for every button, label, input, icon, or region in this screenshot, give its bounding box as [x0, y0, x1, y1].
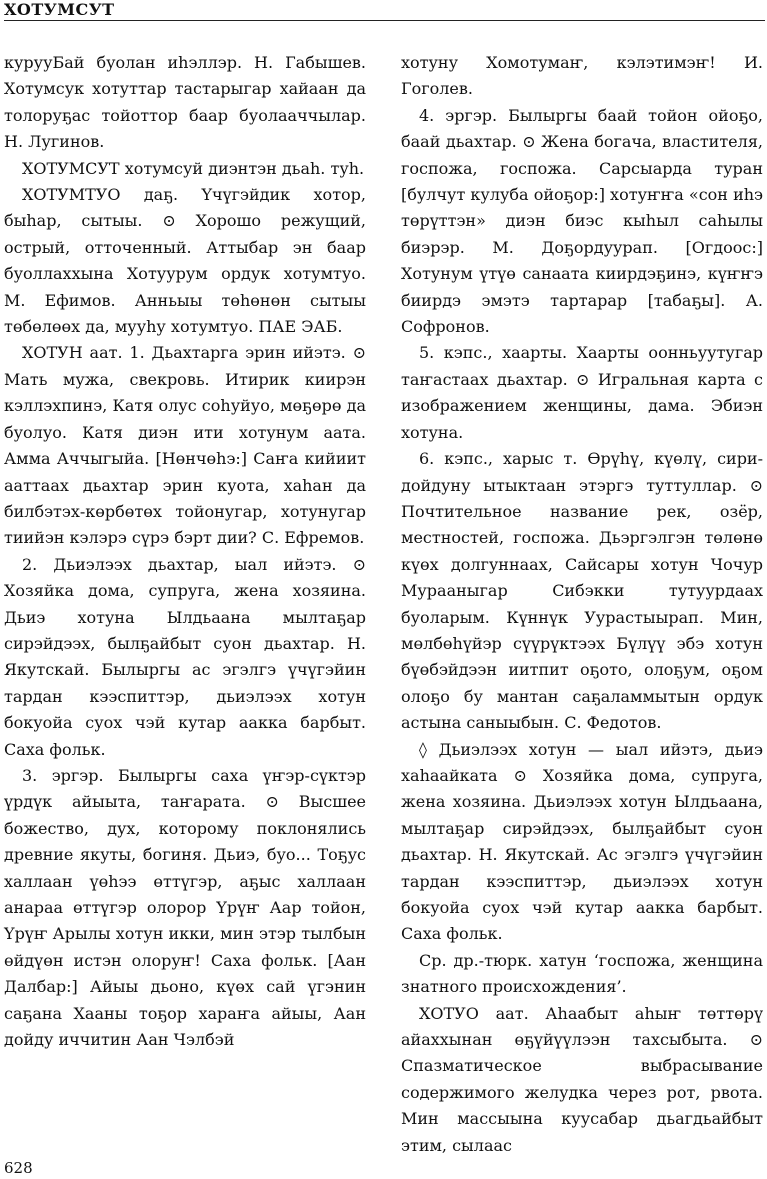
page-number: 628 [4, 1159, 33, 1177]
left-column [4, 50, 366, 1053]
sense-2: 2. Дьиэлээх дьахтар, ыал ийэтэ. ⊙ Хозяйка дома, супруга, жена хозяина. Дьиэ хотуна Ылдьаана мылтаҕар сирэйдээх, былҕайбыт суон дьахтар. Н. Якутскай. Былыргы ас эгэлгэ үчүгэйин тардан кээспиттэр, дьиэлээх хотун бокуойа суох чэй кутар аакка барбыт. Саха фольк. [4, 554, 366, 759]
paragraph: хотуну Хомотумаҥ, кэлэтимэҥ! И. Гоголев. [401, 53, 763, 99]
paragraph: курууБай буолан иhэллэр. Н. Габышев. Хотумсук хотуттар тастарыгар хайаан да толоруҕас тойоттор баар буолааччылар. Н. Лугинов. [4, 53, 366, 152]
idiom-block: ◊ Дьиэлээх хотун — ыал ийэтэ, дьиэ хаhаайката ⊙ Хозяйка дома, супруга, жена хозяина. Дьиэлээх хотун Ылдьаана, мылтаҕар сирэйдээх, былҕайбыт суон дьахтар. Н. Якутскай. Ас эгэлгэ үчүгэйин тардан кээспиттэр, дьиэлээх хотун бокуойа суох чэй кутар аакка барбыт. Саха фольк. [401, 739, 763, 944]
entry-khotumsut: ХОТУМСУТ хотумсуй диэнтэн дьаh. туh. [22, 158, 365, 178]
etymology-note: Ср. др.-тюрк. хатун ‘госпожа, женщина знатного происхождения’. [401, 950, 763, 997]
right-column [401, 50, 763, 1159]
sense-3: 3. эргэр. Былыргы саха үҥэр-сүктэр үрдүк айыыта, таҥарата. ⊙ Высшее божество, дух, которому поклонялись древние якуты, богиня. Дьиэ, буо... Тоҕус халлаан үөhээ өттүгэр, аҕыс халлаан анараа өттүгэр олорор Үрүҥ Аар тойон, Үрүҥ Арылы хотун икки, мин этэр тылбын өйдүөн истэн олоруҥ! Саха фольк. [Аан Далбар:] Айыы дьоно, күөх сай үгэнин саҕана Хааны тоҕор хараҥа айыы, Аан дойду иччитин Аан Чэлбэй [4, 765, 366, 1050]
sense-4: 4. эргэр. Былыргы баай тойон ойоҕо, баай дьахтар. ⊙ Жена богача, властителя, госпожа, госпожа. Сарсыарда туран [булчут кулуба ойоҕор:] хотуҥҥа «сон иhэ төрүттэн» диэн биэс кыhыл саhылы биэрэр. М. Доҕордуурап. [Огдоос:] Хотунум үтүө санаата киирдэҕинэ, күҥҥэ биирдэ эмэтэ тартарар [табаҕы]. А. Софронов. [401, 105, 763, 337]
sense-5: 5. кэпс., хаарты. Хаарты оонньуутугар таҥастаах дьахтар. ⊙ Игральная карта с изображением женщины, дама. Эбиэн хотуна. [401, 343, 763, 442]
sense-6: 6. кэпс., харыс т. Өрүһү, күөлү, сири-дойдуну ытыктаан этэргэ туттуллар. ⊙ Почтительное название рек, озёр, местностей, госпожа. Дьэргэлгэн төлөнө күөх долгуннаах, Сайсары хотун Чочур Мурааныгар Сибэкки тутуурдаах буоларым. Күннүк Уурастыырап. Мин, мөлбөhүйэр сүүрүктээх Бүлүү эбэ хотун бүөбэйдээн иитпит оҕото, олоҕум, оҕом олоҕо бу мантан саҕаламмытын ордук астына саныыбын. С. Федотов. [401, 449, 763, 733]
running-head [4, 0, 765, 21]
entry-khotun: ХОТУН аат. 1. Дьахтарга эрин ийэтэ. ⊙ Мать мужа, свекровь. Итирик киирэн кэллэхпинэ, Катя олус соhуйуо, мөҕөрө да буолуо. Катя диэн ити хотунум аата. Амма Аччыгыйа. [Нөнчөhэ:] Саҥа кийиит ааттаах дьахтар эрин куота, хаhан да билбэтэх-көрбөтөх тойонугар, хотунугар тиийэн кэлэрэ сүрэ бэрт дии? С. Ефремов. [4, 343, 366, 548]
running-head-text: ХОТУМСУТ [4, 0, 115, 19]
entry-khotuo: ХОТУО аат. Аhаабыт аhыҥ төттөрү айаххынан өҕүйүүлээн тахсыбыта. ⊙ Спазматическое выбрасывание содержимого желудка через рот, рвота. Мин массыына куусабар дьагдьайбыт этим, сылаас [401, 1003, 763, 1155]
entry-khotumtuo: ХОТУМТУО даҕ. Үчүгэйдик хотор, быhар, сытыы. ⊙ Хорошо режущий, острый, отточенный. Аттыбар эн баар буоллаххына Хотуурум ордук хотумтуо. М. Ефимов. Анньыы төhөнөн сытыы төбөлөөх да, мууhу хотумтуо. ПАЕ ЭАБ. [4, 185, 366, 337]
